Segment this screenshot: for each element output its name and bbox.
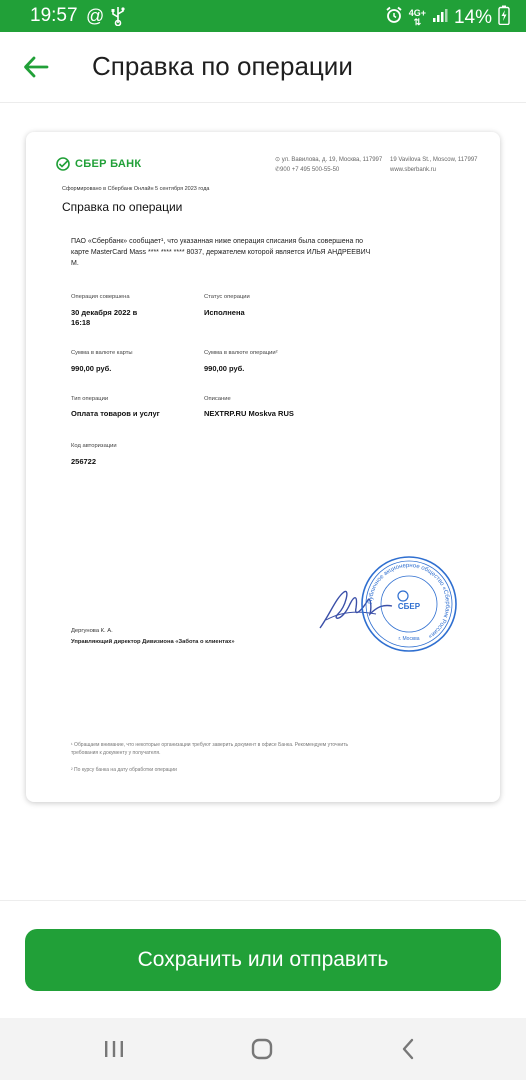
footnote-1: ¹ Обращаем внимание, что некоторые организации требуют заверить документ в офисе Банка. Рекомендуем уточнить требования к документу у получателя. bbox=[71, 742, 349, 756]
field-value: Исполнена bbox=[204, 308, 245, 317]
sber-logo-icon bbox=[56, 157, 70, 171]
document-preview[interactable] bbox=[26, 132, 500, 802]
signer-name: Дергунова К. А. bbox=[71, 628, 113, 634]
status-bar bbox=[0, 0, 526, 32]
field-value: 30 декабря 2022 в 16:18 bbox=[71, 308, 138, 327]
field-label: Тип операции bbox=[71, 396, 109, 402]
field-label: Операция совершена bbox=[71, 294, 130, 300]
battery-charging-icon bbox=[498, 5, 510, 31]
recent-apps-icon bbox=[103, 1039, 125, 1059]
generated-note: Сформировано в Сбербанк Онлайн 5 сентября 2023 года bbox=[62, 186, 210, 192]
page-title: Справка по операции bbox=[92, 51, 353, 81]
system-nav-bar bbox=[0, 1018, 526, 1080]
signal-icon bbox=[432, 7, 448, 29]
address-en-line2: www.sberbank.ru bbox=[390, 167, 437, 173]
back-button[interactable] bbox=[18, 49, 54, 85]
field-label: Сумма в валюте операции² bbox=[204, 350, 278, 356]
save-or-send-button[interactable]: Сохранить или отправить bbox=[25, 929, 501, 991]
document-title: Справка по операции bbox=[62, 200, 183, 214]
footnote-2: ² По курсу банка на дату обработки операции bbox=[71, 767, 177, 773]
sber-logo bbox=[56, 157, 141, 171]
stamp-city-text: г. Москва bbox=[398, 636, 420, 642]
bank-stamp-image bbox=[359, 554, 459, 654]
home-button[interactable] bbox=[242, 1034, 282, 1064]
phone-icon: ✆ bbox=[275, 167, 281, 173]
field-value: NEXTRP.RU Moskva RUS bbox=[204, 409, 294, 418]
app-bar bbox=[0, 32, 526, 103]
address-en bbox=[390, 155, 478, 175]
network-type: 4G+ bbox=[408, 8, 426, 18]
field-label: Описание bbox=[204, 396, 231, 402]
address-ru-line1: ул. Вавилова, д. 19, Москва, 117997 bbox=[281, 157, 383, 163]
divider bbox=[0, 900, 526, 901]
location-pin-icon: ⊙ bbox=[275, 157, 281, 163]
field-label: Статус операции bbox=[204, 294, 250, 300]
logo-text: СБЕР БАНК bbox=[75, 158, 142, 170]
recent-apps-button[interactable] bbox=[94, 1034, 134, 1064]
address-en-line1: 19 Vavilova St., Moscow, 117997 bbox=[390, 157, 478, 163]
back-icon bbox=[400, 1038, 416, 1060]
signer-role: Управляющий директор Дивизиона «Забота о клиентах» bbox=[71, 639, 235, 645]
usb-icon bbox=[110, 6, 126, 31]
stamp-ring-text: Публичное акционерное общество «Сбербанк России» bbox=[367, 562, 451, 640]
battery-percent: 14% bbox=[453, 7, 492, 28]
address-ru bbox=[275, 155, 382, 175]
address-ru-line2: 900 +7 495 500-55-50 bbox=[280, 167, 340, 173]
field-label: Код авторизации bbox=[71, 443, 117, 449]
field-value: 256722 bbox=[71, 457, 97, 466]
lte-icon: 4G+ ⇅ bbox=[408, 8, 426, 27]
status-time: 19:57 bbox=[30, 5, 78, 26]
intro-text: ПАО «Сбербанк» сообщает¹, что указанная ниже операция списания была совершена по карте MasterCard Mass **** **** **** 8037, держателем которой является ИЛЬЯ АНДРЕЕВИЧ М. bbox=[71, 238, 371, 267]
stamp-center-text: СБЕР bbox=[397, 602, 421, 611]
at-sign-icon: @ bbox=[86, 6, 105, 26]
field-value: 990,00 руб. bbox=[71, 364, 112, 373]
home-icon bbox=[250, 1037, 274, 1061]
arrow-left-icon bbox=[23, 56, 49, 78]
field-label: Сумма в валюте карты bbox=[71, 350, 133, 356]
field-value: 990,00 руб. bbox=[204, 364, 245, 373]
field-value: Оплата товаров и услуг bbox=[71, 409, 160, 418]
system-back-button[interactable] bbox=[388, 1034, 428, 1064]
alarm-icon bbox=[385, 6, 403, 30]
